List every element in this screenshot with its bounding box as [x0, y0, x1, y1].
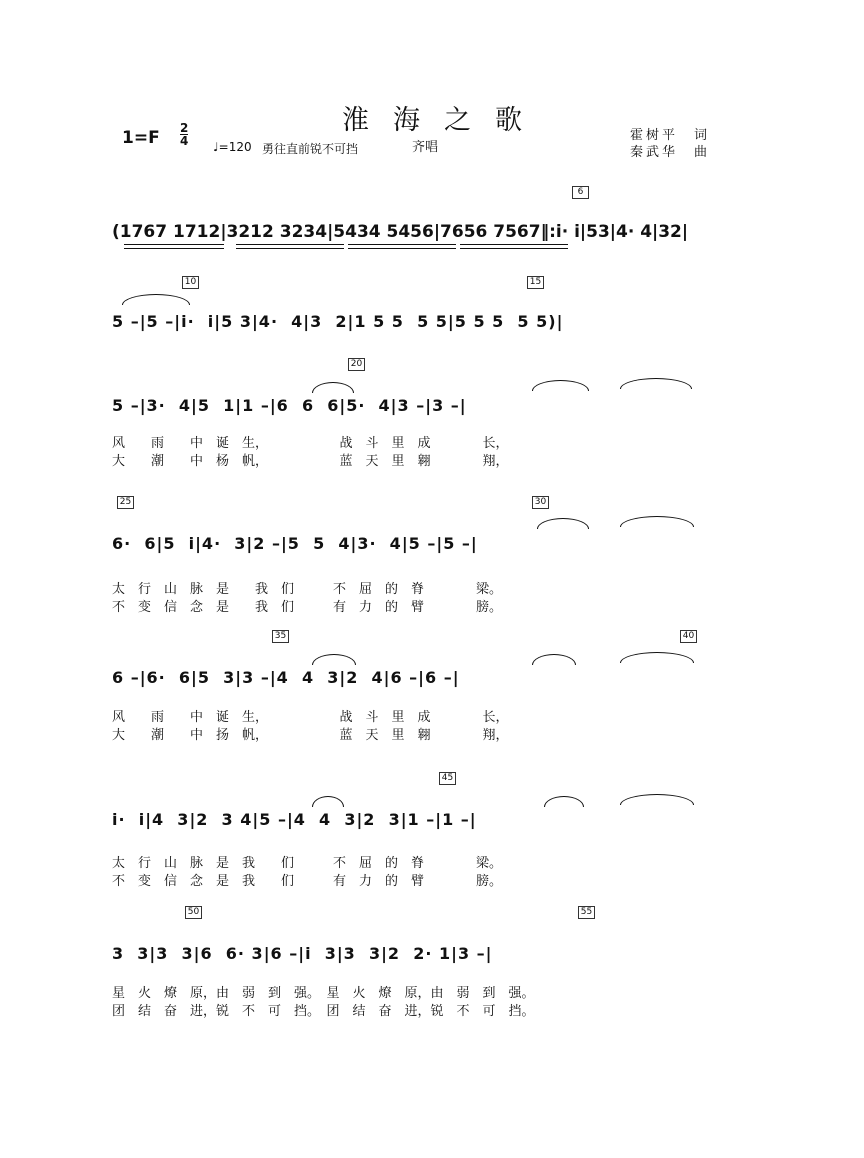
meter-top: 2 — [180, 121, 189, 135]
measure-number: 55 — [578, 906, 595, 919]
measure-number: 25 — [117, 496, 134, 509]
lyricist-credit: 霍树平 词 — [630, 128, 711, 143]
composer-credit: 秦武华 曲 — [630, 145, 711, 160]
meter-bottom: 4 — [180, 134, 189, 148]
key-signature: 1=F — [122, 128, 160, 148]
notation-line: 6· 6|5 i|4· 3|2 –|5 5 4|3· 4|5 –|5 –| — [112, 534, 478, 553]
lyrics-verse-1: 风 雨 中 诞 生， 战 斗 里 成 长， — [112, 436, 509, 451]
song-title: 淮海之歌 — [342, 105, 546, 136]
lyrics-verse-1: 风 雨 中 诞 生， 战 斗 里 成 长， — [112, 710, 509, 725]
lyrics-verse-1: 太 行 山 脉 是 我 们 不 屈 的 脊 梁。 — [112, 856, 503, 871]
lyrics-verse-1: 星 火 燎 原，由 弱 到 强。 星 火 燎 原，由 弱 到 强。 — [112, 986, 535, 1001]
time-signature — [180, 122, 188, 147]
measure-number: 10 — [182, 276, 199, 289]
tempo-marking: ♩=120 — [213, 140, 252, 154]
notation-line: (1767 1712|3212 3234|5434 5456|7656 7567‖:i· i|53|4· 4|32| — [112, 222, 689, 242]
lyrics-verse-2: 不 变 信 念 是 我 们 有 力 的 臂 膀。 — [112, 874, 503, 889]
notation-line: 5 –|3· 4|5 1|1 –|6 6 6|5· 4|3 –|3 –| — [112, 396, 467, 415]
lyrics-verse-2: 团 结 奋 进，锐 不 可 挡。 团 结 奋 进，锐 不 可 挡。 — [112, 1004, 535, 1019]
notation-line: 3 3|3 3|6 6· 3|6 –|i 3|3 3|2 2· 1|3 –| — [112, 944, 493, 963]
lyrics-verse-2: 大 潮 中 杨 帆， 蓝 天 里 翱 翔， — [112, 454, 509, 469]
measure-number: 6 — [572, 186, 589, 199]
lyrics-verse-2: 大 潮 中 扬 帆， 蓝 天 里 翱 翔， — [112, 728, 509, 743]
notation-line: 6 –|6· 6|5 3|3 –|4 4 3|2 4|6 –|6 –| — [112, 668, 460, 687]
measure-number: 30 — [532, 496, 549, 509]
measure-number: 50 — [185, 906, 202, 919]
measure-number: 20 — [348, 358, 365, 371]
measure-number: 45 — [439, 772, 456, 785]
notation-line: 5 –|5 –|i· i|5 3|4· 4|3 2|1 5 5 5 5|5 5 5 5 5)| — [112, 312, 564, 331]
voice-marking: 齐唱 — [412, 140, 439, 155]
lyrics-verse-2: 不 变 信 念 是 我 们 有 力 的 臂 膀。 — [112, 600, 503, 615]
notation-line: i· i|4 3|2 3 4|5 –|4 4 3|2 3|1 –|1 –| — [112, 810, 477, 829]
measure-number: 40 — [680, 630, 697, 643]
measure-number: 35 — [272, 630, 289, 643]
measure-number: 15 — [527, 276, 544, 289]
expression-marking: 勇往直前锐不可挡 — [262, 142, 359, 156]
lyrics-verse-1: 太 行 山 脉 是 我 们 不 屈 的 脊 梁。 — [112, 582, 503, 597]
